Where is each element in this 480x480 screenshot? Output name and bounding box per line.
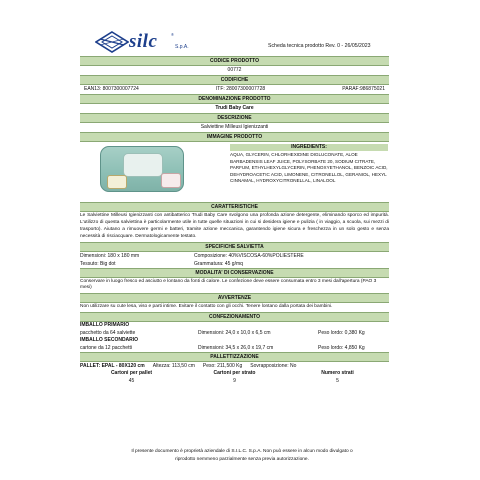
cartons-per-layer-value: 9 [233,377,236,384]
ean-code: EAN13: 8007300007724 [84,86,139,92]
legal-footer [110,448,374,463]
footer-line-2: riprodotto nemmeno parzialmente senza previa autorizzazione. [175,456,309,462]
secondary-packaging-label [80,337,389,345]
storage-text: Conservare in luogo fresco ed asciutto e lontano da fonti di calore. Le confezione deve essere consumata entro 3 mesi dall'apertura (PAO 3 mesi) [80,278,377,291]
spec-fabric: Tessuto: Big dot [80,260,116,267]
section-header-immagine: IMMAGINE PRODOTTO [80,132,389,142]
logo-text: silc [129,31,158,52]
pallet-stacking: Sovrapposizione: No [250,363,297,370]
pack-lid [123,153,163,177]
ingredients-text: AQUA, GLYCERIN, CHLORHEXIDINE DIGLUCONATE, ALOE BARBADENSIS LEAF JUICE, POLYSORBATE 20, SODIUM CITRATE, PARFUM, ETHYLHEXYLGLYCERIN, PHENOXYETHANOL, BENZOIC ACID, DEHYDROACETIC ACID, LIMONENE, CITRONELLOL, GERANIOL, HEXYL CINNAMAL, HYDROXYCITRONELLAL, LINALOOL [230,152,388,183]
section-header-confezionamento: CONFEZIONAMENTO [80,312,389,322]
primary-packaging-desc: pacchetto da 64 salviette [80,329,136,336]
section-header-codice: CODICE PRODOTTO [80,56,389,66]
section-header-denominazione: DENOMINAZIONE PRODOTTO [80,94,389,104]
secondary-packaging-desc: cartone da 12 pacchetti [80,344,132,351]
company-logo [95,31,187,53]
logo-diamond-icon [95,31,129,53]
paraf-code: PARAF:986875021 [342,86,385,92]
footer-line-1: Il presente documento è proprietà aziendale di S.I.L.C. S.p.A. Non può essere in alcun modo divulgato o [131,449,353,454]
codifiche-row [80,85,389,94]
document-revision: Scheda tecnica prodotto Rev. 0 - 26/05/2023 [268,43,371,49]
primary-packaging-row [80,330,389,338]
logo-registered-mark: ® [171,32,174,37]
section-header-descrizione: DESCRIZIONE [80,113,389,123]
layers-count-value: 5 [336,377,339,384]
spec-weight: Grammatura: 45 g/mq [194,260,243,267]
primary-packaging-title: IMBALLO PRIMARIO [80,322,130,329]
section-header-avvertenze: AVVERTENZE [80,293,389,303]
logo-suffix: S.p.A. [175,44,189,50]
pack-badge-secondary [161,173,181,188]
pallet-headers [80,370,389,378]
ingredients-header: INGREDIENTS: [230,144,388,151]
product-description: Salviettine Millеusi Igienizzanti [200,124,269,130]
cartons-per-pallet-label: Cartoni per pallet [110,370,153,377]
spec-dimensions: Dimensioni: 180 x 180 mm [80,252,140,259]
warnings-text: Non utilizzare su cute lesa, viso e parti intime. Evitare il contatto con gli occhi. Tenere lontano dalla portata dei bambini. [80,304,333,310]
section-header-pallettizzazione: PALLETTIZZAZIONE [80,352,389,362]
pallet-height: Altezza: 113,50 cm [152,363,195,370]
image-ingredients-block [80,142,389,202]
layers-count-label: Numero strati [321,370,354,377]
cartons-per-layer-label: Cartoni per strato [213,370,256,377]
spec-row-1 [80,252,389,260]
primary-packaging-weight: Peso lordo: 0,380 Kg [318,329,365,336]
secondary-packaging-title: IMBALLO SECONDARIO [80,337,139,344]
primary-packaging-dim: Dimensioni: 24,0 x 10,0 x 6,5 cm [198,329,271,336]
spec-composition: Composizione: 40%VISCOSA-60%POLIESTERE [194,252,304,259]
product-sheet [80,56,389,385]
product-image [100,146,184,192]
pallet-values [80,378,389,386]
itf-code: ITF: 28007300007728 [215,86,266,92]
section-header-conservazione: MODALITA' DI CONSERVAZIONE [80,268,389,278]
secondary-packaging-weight: Peso lordo: 4,850 Kg [318,344,365,351]
secondary-packaging-row [80,345,389,353]
spec-row-2 [80,260,389,268]
cartons-per-pallet-value: 45 [128,377,135,384]
section-header-caratteristiche: CARATTERISTICHE [80,202,389,212]
primary-packaging-label [80,322,389,330]
pallet-type: PALLET: EPAL - 80X120 cm [80,363,145,370]
characteristics-text: Le Salviettine Milleusi Igienizzanti con antibatterico Trudi Baby Care svolgono una profonda azione detergente, eliminando sporco ed impurità. L'utilizzo di questa salviettina è particolarmente utile in tutte quelle situazioni in cui si desidera igiene e pulizia ( in viaggio, a scuola, sui mezzi di trasporto). Aiutano a rimuovere germi e batteri, tramite azione meccanica, garantendo igiene sicura e freschezza in un solo gesto e senza necessità di risciacquare. Dermatologicamente testato. [80,213,389,239]
pallet-weight: Peso: 211,500 Kg [202,363,243,370]
pallet-row [80,362,389,370]
secondary-packaging-dim: Dimensioni: 34,5 x 26,0 x 19,7 cm [198,344,274,351]
product-name: Trudi Baby Care [215,105,254,111]
section-header-codifiche: CODIFICHE [80,75,389,85]
section-header-specifiche: SPECIFICHE SALVIETTA [80,242,389,252]
product-code: 00772 [227,67,242,73]
pack-badge [107,175,127,189]
